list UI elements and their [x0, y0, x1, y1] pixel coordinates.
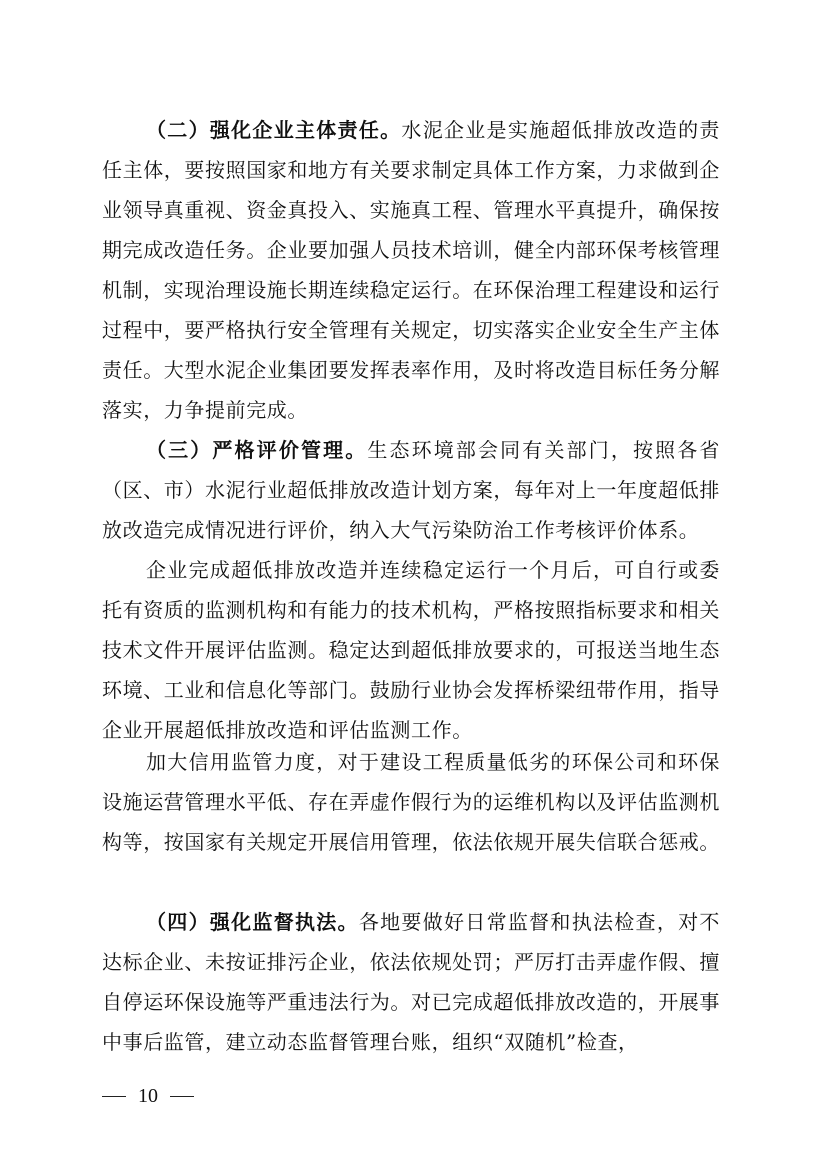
page-footer [102, 1078, 302, 1114]
page-number: 10 [138, 1084, 158, 1107]
paragraph-credit [102, 742, 720, 862]
paragraph-text: 生态环境部会同有关部门，按照各省（区、市）水泥行业超低排放改造计划方案，每年对上一年度超低排放改造完成情况进行评价，纳入大气污染防治工作考核评价体系。 [102, 438, 720, 542]
paragraph-3 [102, 430, 720, 550]
dash-right [170, 1096, 194, 1097]
paragraph-evaluation [102, 550, 720, 750]
paragraph-4 [102, 902, 720, 1062]
section-heading-2: （二）强化企业主体责任。 [146, 118, 402, 142]
paragraph-2 [102, 110, 720, 430]
paragraph-text: 加大信用监管力度，对于建设工程质量低劣的环保公司和环保设施运营管理水平低、存在弄虚作假行为的运维机构以及评估监测机构等，按国家有关规定开展信用管理，依法依规开展失信联合惩戒。 [102, 750, 720, 854]
paragraph-text: 水泥企业是实施超低排放改造的责任主体，要按照国家和地方有关要求制定具体工作方案，力求做到企业领导真重视、资金真投入、实施真工程、管理水平真提升，确保按期完成改造任务。企业要加强人员技术培训，健全内部环保考核管理机制，实现治理设施长期连续稳定运行。在环保治理工程建设和运行过程中，要严格执行安全管理有关规定，切实落实企业安全生产主体责任。大型水泥企业集团要发挥表率作用，及时将改造目标任务分解落实，力争提前完成。 [102, 118, 721, 422]
section-heading-3: （三）严格评价管理。 [146, 438, 368, 462]
paragraph-text: 企业完成超低排放改造并连续稳定运行一个月后，可自行或委托有资质的监测机构和有能力的技术机构，严格按照指标要求和相关技术文件开展评估监测。稳定达到超低排放要求的，可报送当地生态环境、工业和信息化等部门。鼓励行业协会发挥桥梁纽带作用，指导企业开展超低排放改造和评估监测工作。 [102, 558, 720, 742]
dash-left [102, 1096, 126, 1097]
paragraph-text: 各地要做好日常监督和执法检查，对不达标企业、未按证排污企业，依法依规处罚；严厉打击弄虚作假、擅自停运环保设施等严重违法行为。对已完成超低排放改造的，开展事中事后监管，建立动态监督管理台账，组织“双随机”检查， [102, 910, 721, 1054]
section-heading-4: （四）强化监督执法。 [146, 910, 359, 934]
